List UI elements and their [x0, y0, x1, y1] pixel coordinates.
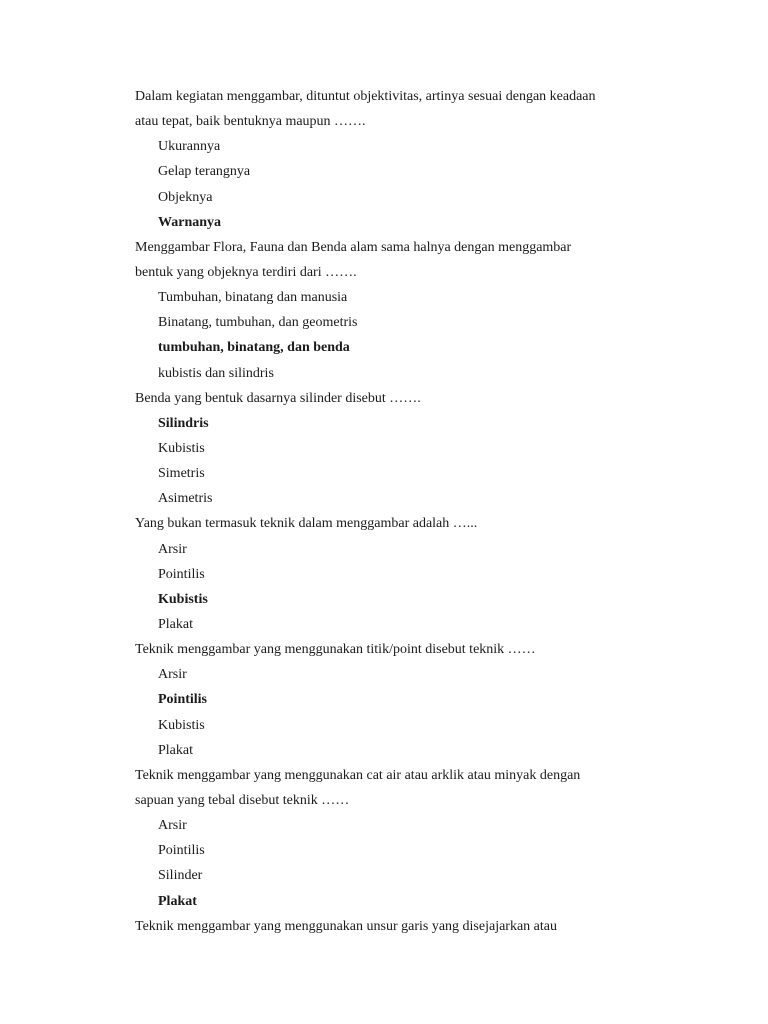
- question-block: [0, 235, 768, 386]
- question-text-line: Dalam kegiatan menggambar, dituntut objektivitas, artinya sesuai dengan keadaan: [135, 89, 596, 104]
- answer-option: Pointilis: [158, 843, 205, 859]
- answer-option: Silinder: [158, 868, 203, 884]
- question-text-line: Teknik menggambar yang menggunakan cat air atau arklik atau minyak dengan: [135, 767, 581, 783]
- correct-answer-option: Kubistis: [158, 591, 208, 607]
- question-block: [0, 914, 768, 939]
- question-text-line: Benda yang bentuk dasarnya silinder disebut …….: [135, 390, 421, 406]
- answer-option: Arsir: [158, 667, 187, 683]
- answer-option: Plakat: [158, 616, 193, 632]
- answer-option: Tumbuhan, binatang dan manusia: [158, 290, 348, 306]
- correct-answer-option: Plakat: [158, 893, 197, 909]
- question-text-line: Teknik menggambar yang menggunakan titik/point disebut teknik ……: [135, 642, 536, 658]
- answer-option: Pointilis: [158, 566, 205, 582]
- question-text-line: sapuan yang tebal disebut teknik ……: [135, 792, 350, 808]
- question-block: [0, 84, 768, 235]
- answer-option: Binatang, tumbuhan, dan geometris: [158, 315, 358, 331]
- answer-option: Gelap terangnya: [158, 164, 251, 180]
- correct-answer-option: Warnanya: [158, 214, 222, 230]
- answer-option: Asimetris: [158, 491, 213, 507]
- correct-answer-option: tumbuhan, binatang, dan benda: [158, 340, 350, 356]
- answer-option: Ukurannya: [158, 139, 221, 155]
- question-text-line: atau tepat, baik bentuknya maupun …….: [135, 114, 366, 130]
- question-block: [0, 637, 768, 763]
- question-block: [0, 511, 768, 637]
- question-block: [0, 386, 768, 512]
- correct-answer-option: Pointilis: [158, 692, 208, 708]
- answer-option: Simetris: [158, 466, 205, 482]
- answer-option: Kubistis: [158, 717, 205, 733]
- question-block: [0, 763, 768, 914]
- question-text-line: Menggambar Flora, Fauna dan Benda alam sama halnya dengan menggambar: [135, 239, 572, 255]
- question-text-line: Teknik menggambar yang menggunakan unsur garis yang disejajarkan atau: [135, 918, 557, 934]
- answer-option: Kubistis: [158, 440, 205, 456]
- document-page: [0, 84, 768, 939]
- answer-option: Plakat: [158, 742, 193, 758]
- question-text-line: bentuk yang objeknya terdiri dari …….: [135, 264, 357, 280]
- answer-option: Arsir: [158, 541, 187, 557]
- question-text-line: Yang bukan termasuk teknik dalam menggambar adalah …...: [135, 516, 478, 532]
- answer-option: Arsir: [158, 818, 187, 834]
- correct-answer-option: Silindris: [158, 415, 209, 431]
- answer-option: Objeknya: [158, 189, 213, 205]
- answer-option: kubistis dan silindris: [158, 365, 274, 381]
